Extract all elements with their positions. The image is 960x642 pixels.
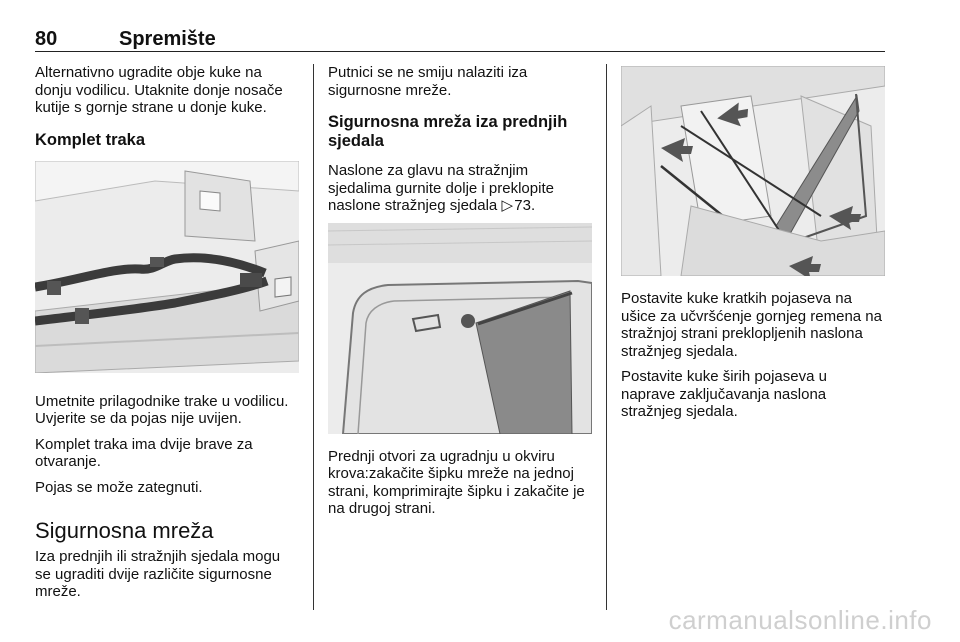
paragraph-headrests — [328, 162, 593, 215]
roof-mounting-illustration — [328, 223, 592, 434]
paragraph-wide-straps: Postavite kuke širih pojaseva u naprave zaključavanja naslona stražnjeg sjedala. — [621, 368, 827, 420]
strap-kit-illustration — [35, 161, 299, 373]
paragraph-hooks: Alternativno ugradite obje kuke na donju vodilicu. Utaknite donje nosače kutije s gornje strane u donje kuke. — [35, 64, 283, 116]
watermark: carmanualsonline.info — [668, 605, 932, 635]
rear-hooks-illustration — [621, 66, 885, 276]
page-number: 80 — [35, 28, 58, 50]
paragraph-tighten: Pojas se može zategnuti. — [35, 478, 203, 496]
paragraph-no-passengers: Putnici se ne smiju nalaziti iza sigurnosne mreže. — [328, 64, 528, 99]
paragraph-two-nets: Iza prednjih ili stražnjih sjedala mogu se ugraditi dvije različite sigurnosne mreže. — [35, 548, 281, 600]
headrests-text: Naslone za glavu na stražnjim sjedalima gurnite dolje i preklopite naslone stražnjeg sjedala — [328, 162, 554, 214]
column-divider-1 — [313, 64, 314, 610]
paragraph-front-openings: Prednji otvori za ugradnju u okviru krova:zakačite šipku mreže na jednoj strani, komprimirajte šipku i zakačite je na drugoj strani. — [328, 447, 585, 517]
column-1 — [35, 64, 300, 609]
column-divider-2 — [606, 64, 607, 610]
page-header — [35, 28, 885, 52]
paragraph-short-straps: Postavite kuke kratkih pojaseva na ušice za učvršćenje gornjeg remena na stražnjoj strani preklopljenih naslona stražnjeg sjedala. — [621, 290, 882, 360]
header-rule — [35, 51, 885, 52]
paragraph-insert-adapters: Umetnite prilagodnike trake u vodilicu. Uvjerite se da pojas nije uvijen. — [35, 392, 289, 427]
section-title: Spremište — [119, 28, 216, 50]
heading-net-behind-front-seats: Sigurnosna mreža iza prednjih sjedala — [328, 113, 568, 150]
page-reference-triangle-icon[interactable]: ▷ — [501, 197, 513, 214]
paragraph-two-buckles: Komplet traka ima dvije brave za otvaranje. — [35, 435, 253, 470]
column-3 — [621, 64, 885, 429]
heading-strap-kit: Komplet traka — [35, 130, 146, 149]
page-reference-number[interactable]: 73 — [514, 197, 531, 214]
heading-safety-net: Sigurnosna mreža — [35, 518, 214, 543]
column-2 — [328, 64, 593, 526]
headrests-text-end: . — [530, 197, 536, 214]
